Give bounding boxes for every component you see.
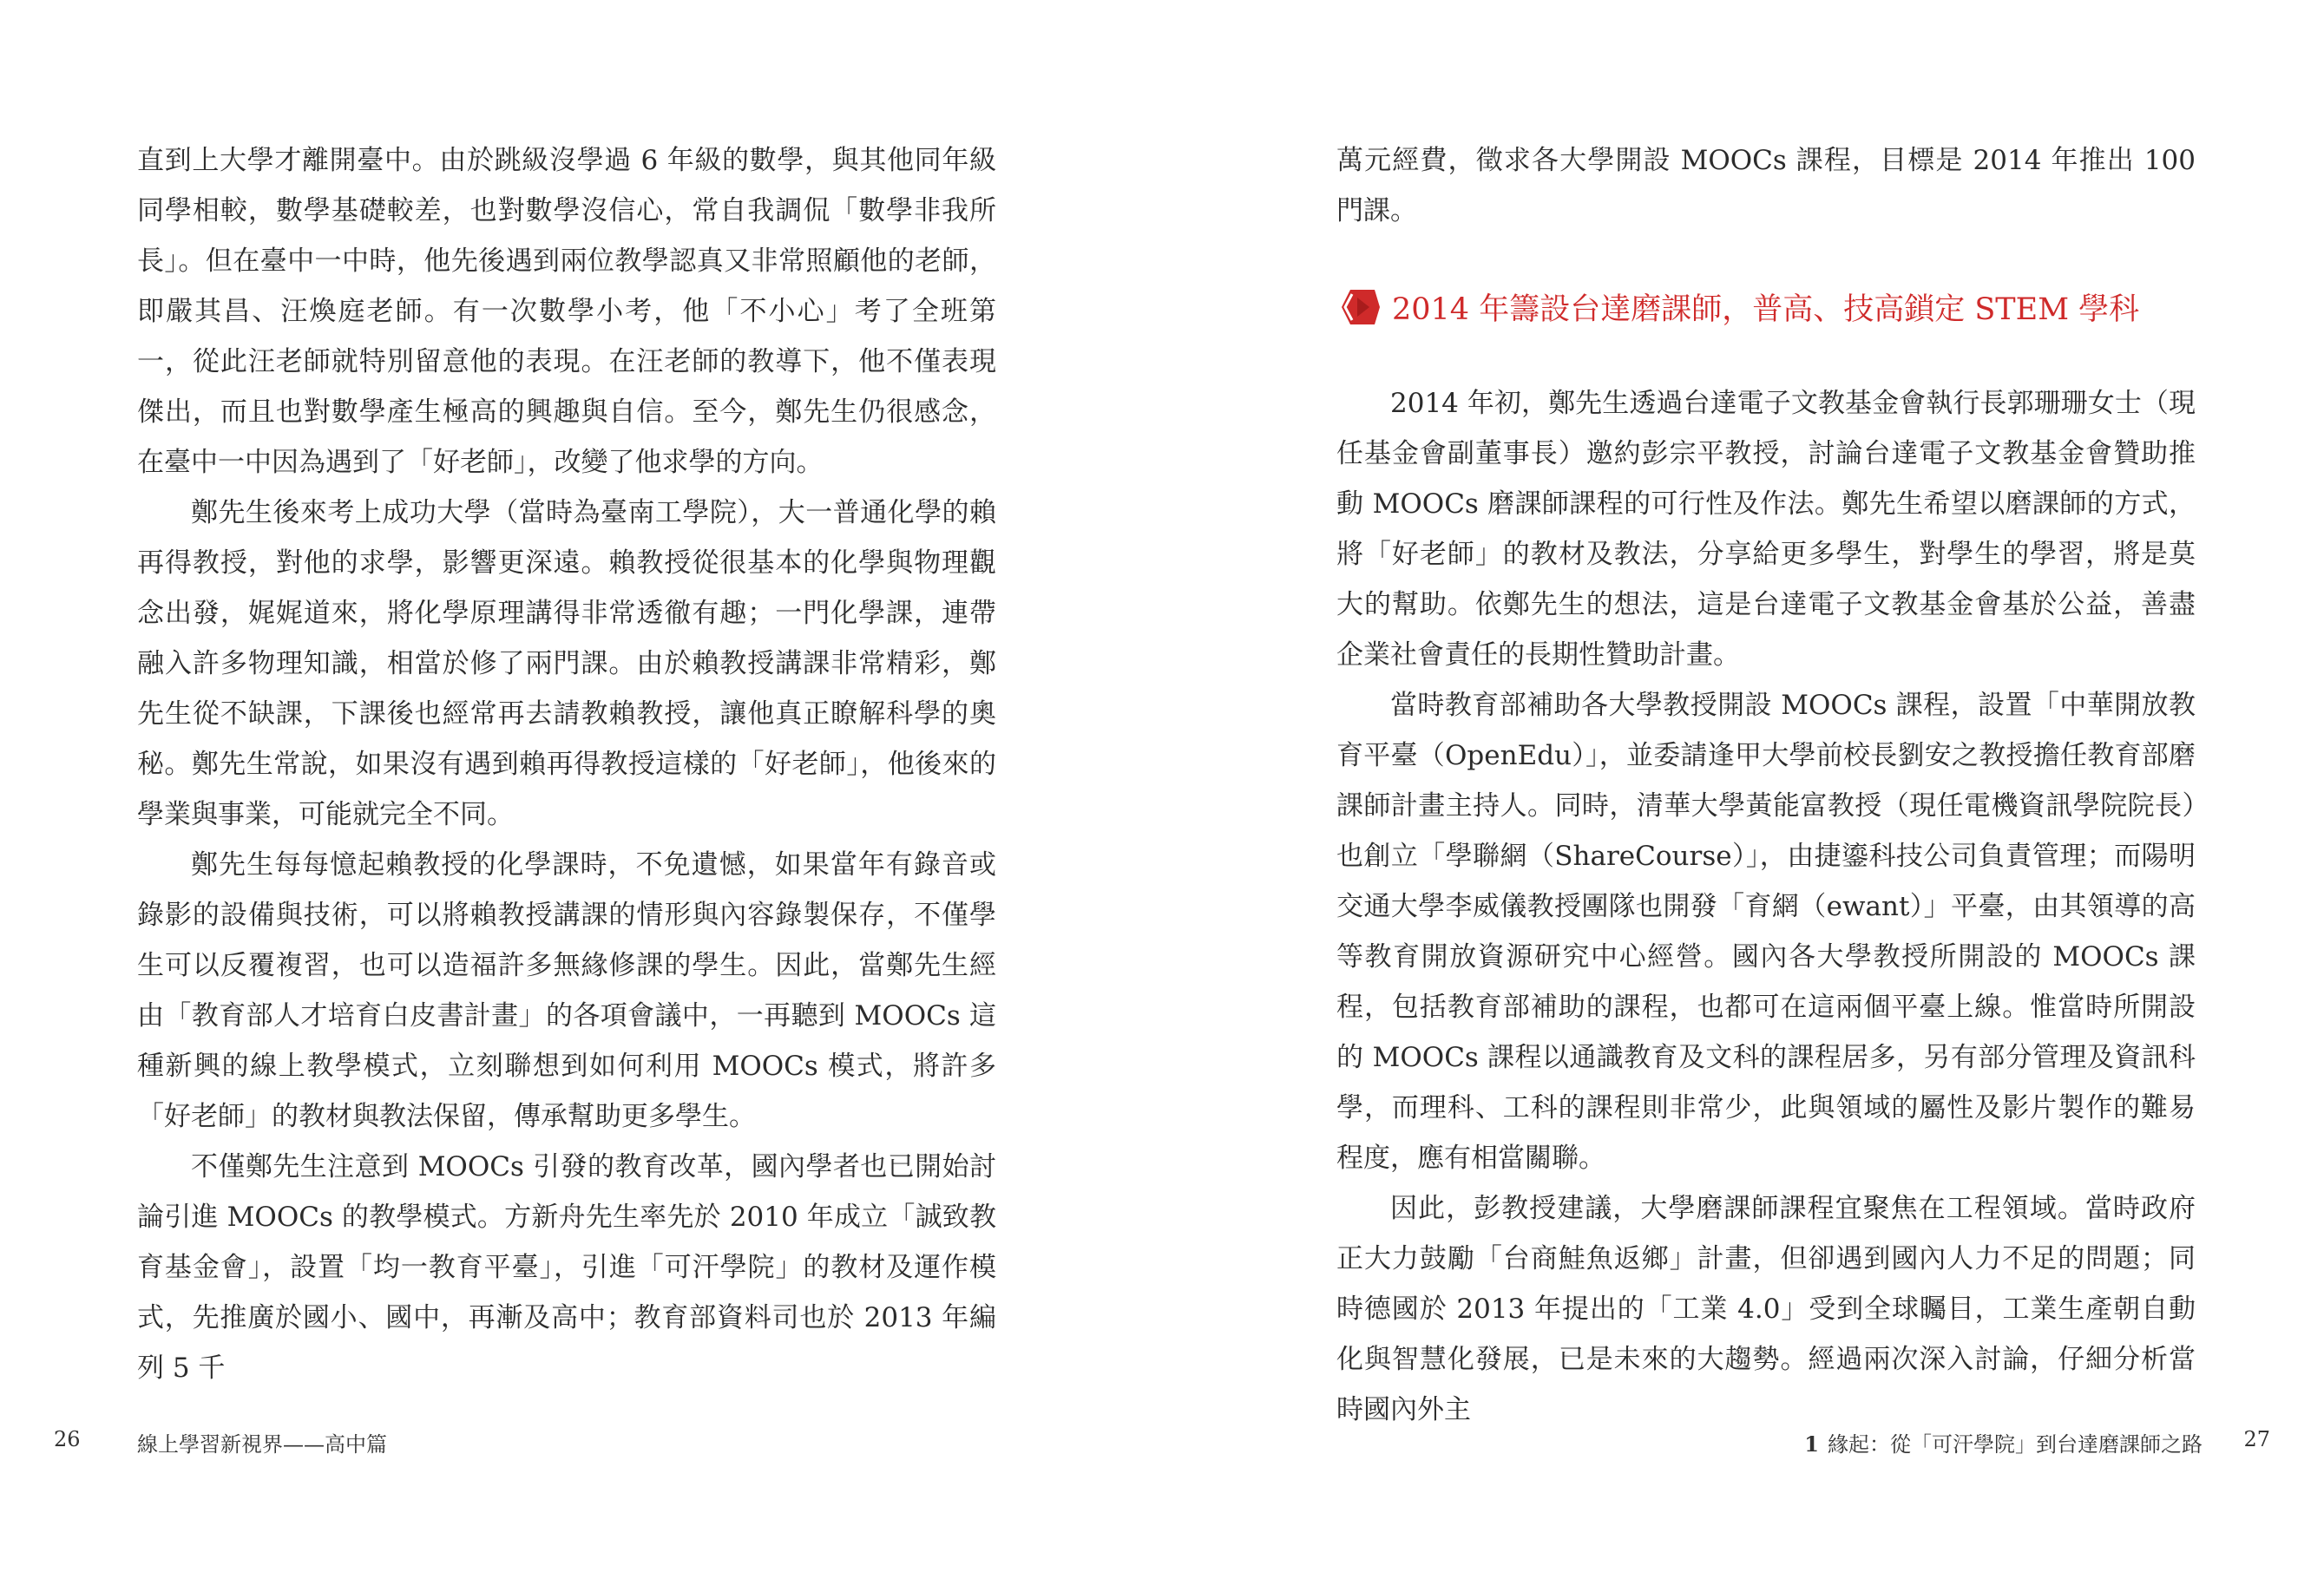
page-number: 27 [2243, 1427, 2270, 1451]
page-number: 26 [54, 1427, 81, 1451]
right-page-body [1336, 135, 2196, 1435]
left-page-body [137, 135, 996, 1393]
section-heading-text: 2014 年籌設台達磨課師，普高、技高鎖定 STEM 學科 [1392, 292, 2140, 327]
paragraph: 當時教育部補助各大學教授開設 MOOCs 課程，設置「中華開放教育平臺（OpenEdu）」，並委請逢甲大學前校長劉安之教授擔任教育部磨課師計畫主持人。同時，清華大學黃能富教授（現任電機資訊學院院長）也創立「學聯網（ShareCourse）」，由捷鎏科技公司負責管理；而陽明交通大學李威儀教授團隊也開發「育網（ewant）」平臺，由其領導的高等教育開放資源研究中心經營。國內各大學教授所開設的 MOOCs 課程，包括教育部補助的課程，也都可在這兩個平臺上線。惟當時所開設的 MOOCs 課程以通識教育及文科的課程居多，另有部分管理及資訊科學，而理科、工科的課程則非常少，此與領域的屬性及影片製作的難易程度，應有相當關聯。 [1336, 690, 2196, 1174]
paragraph: 2014 年初，鄭先生透過台達電子文教基金會執行長郭珊珊女士（現任基金會副董事長）邀約彭宗平教授，討論台達電子文教基金會贊助推動 MOOCs 磨課師課程的可行性及作法。鄭先生希望以磨課師的方式，將「好老師」的教材及教法，分享給更多學生，對學生的學習，將是莫大的幫助。依鄭先生的想法，這是台達電子文教基金會基於公益，善盡企業社會責任的長期性贊助計畫。 [1336, 388, 2196, 671]
running-title [1804, 1427, 2203, 1457]
paragraph: 鄭先生後來考上成功大學（當時為臺南工學院），大一普通化學的賴再得教授，對他的求學，影響更深遠。賴教授從很基本的化學與物理觀念出發，娓娓道來，將化學原理講得非常透徹有趣；一門化學課，連帶融入許多物理知識，相當於修了兩門課。由於賴教授講課非常精彩，鄭先生從不缺課，下課後也經常再去請教賴教授，讓他真正瞭解科學的奧秘。鄭先生常說，如果沒有遇到賴再得教授這樣的「好老師」，他後來的學業與事業，可能就完全不同。 [137, 497, 996, 830]
paragraph: 鄭先生每每憶起賴教授的化學課時，不免遺憾，如果當年有錄音或錄影的設備與技術，可以將賴教授講課的情形與內容錄製保存，不僅學生可以反覆複習，也可以造福許多無緣修課的學生。因此，當鄭先生經由「教育部人才培育白皮書計畫」的各項會議中，一再聽到 MOOCs 這種新興的線上教學模式，立刻聯想到如何利用 MOOCs 模式，將許多「好老師」的教材與教法保留，傳承幫助更多學生。 [137, 849, 996, 1132]
paragraph: 萬元經費，徵求各大學開設 MOOCs 課程，目標是 2014 年推出 100 門課。 [1336, 145, 2196, 226]
red-hexagon-arrow-icon [1336, 287, 1382, 327]
right-page [1162, 0, 2324, 1572]
running-title: 線上學習新視界——高中篇 [137, 1432, 387, 1457]
paragraph: 直到上大學才離開臺中。由於跳級沒學過 6 年級的數學，與其他同年級同學相較，數學基礎較差，也對數學沒信心，常自我調侃「數學非我所長」。但在臺中一中時，他先後遇到兩位教學認真又非常照顧他的老師，即嚴其昌、汪煥庭老師。有一次數學小考，他「不小心」考了全班第一，從此汪老師就特別留意他的表現。在汪老師的教導下，他不僅表現傑出，而且也對數學產生極高的興趣與自信。至今，鄭先生仍很感念，在臺中一中因為遇到了「好老師」，改變了他求學的方向。 [137, 145, 996, 478]
chapter-number: 1 [1804, 1431, 1819, 1457]
section-heading [1336, 281, 2196, 333]
chapter-title: 緣起：從「可汗學院」到台達磨課師之路 [1828, 1432, 2203, 1457]
paragraph: 因此，彭教授建議，大學磨課師課程宜聚焦在工程領域。當時政府正大力鼓勵「台商鮭魚返鄉」計畫，但卻遇到國內人力不足的問題；同時德國於 2013 年提出的「工業 4.0」受到全球矚目，工業生產朝自動化與智慧化發展，已是未來的大趨勢。經過兩次深入討論，仔細分析當時國內外主 [1336, 1193, 2196, 1425]
paragraph: 不僅鄭先生注意到 MOOCs 引發的教育改革，國內學者也已開始討論引進 MOOCs 的教學模式。方新舟先生率先於 2010 年成立「誠致教育基金會」，設置「均一教育平臺」，引進「可汗學院」的教材及運作模式，先推廣於國小、國中，再漸及高中；教育部資料司也於 2013 年編列 5 千 [137, 1151, 996, 1384]
